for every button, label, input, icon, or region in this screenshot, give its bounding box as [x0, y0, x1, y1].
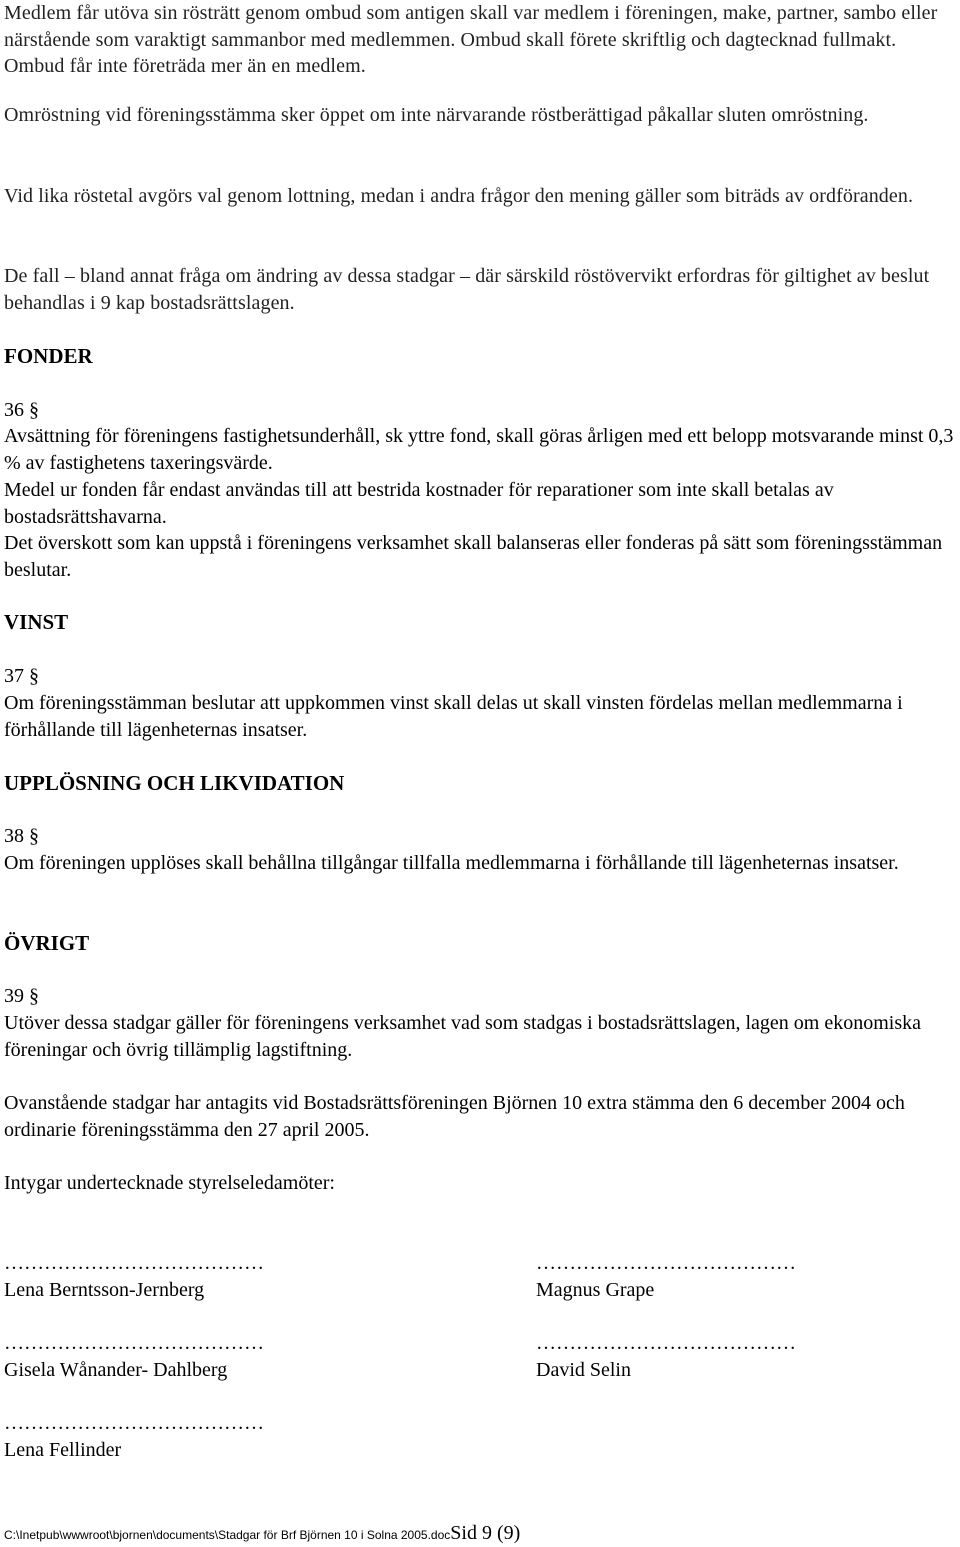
footer-file-path: C:\Inetpub\wwwroot\bjornen\documents\Stadgar för Brf Björnen 10 i Solna 2005.doc [4, 1528, 451, 1542]
paragraph-omrostning: Omröstning vid föreningsstämma sker öppet om inte närvarande röstberättigad påkallar sluten omröstning. [4, 104, 869, 126]
paragraph-ombud: Medlem får utöva sin rösträtt genom ombud som antigen skall var medlem i föreningen, make, partner, sambo eller närstående som varaktigt sammanbor med medlemmen. Ombud skall förete skriftlig och dagtecknad fullmakt. Ombud får inte företräda mer än en medlem. [4, 2, 938, 77]
paragraph-fonder-avsattning: Avsättning för föreningens fastighetsunderhåll, sk yttre fond, skall göras årligen med ett belopp motsvarande minst 0,3 % av fastighetens taxeringsvärde. [4, 425, 954, 474]
paragraph-ovrigt: Utöver dessa stadgar gäller för föreningens verksamhet vad som stadgas i bostadsrättslagen, lagen om ekonomiska föreningar och övrig tillämplig lagstiftning. [4, 1012, 921, 1061]
signer-name: Magnus Grape [536, 1279, 655, 1301]
paragraph-antagits: Ovanstående stadgar har antagits vid Bostadsrättsföreningen Björnen 10 extra stämma den 6 december 2004 och ordinarie föreningsstämma den 27 april 2005. [4, 1092, 905, 1141]
signer-name: Gisela Wånander- Dahlberg [4, 1359, 228, 1381]
section-38: 38 § [4, 825, 39, 847]
heading-vinst: VINST [4, 610, 69, 634]
signature-line: ………………………………… [536, 1252, 796, 1274]
paragraph-fall: De fall – bland annat fråga om ändring av dessa stadgar – där särskild röstövervikt erfordras för giltighet av beslut behandlas i 9 kap bostadsrättslagen. [4, 265, 930, 314]
section-37: 37 § [4, 665, 39, 687]
footer-page-number: Sid 9 (9) [450, 1522, 521, 1544]
paragraph-vinst: Om föreningsstämman beslutar att uppkommen vinst skall delas ut skall vinsten fördelas mellan medlemmarna i förhållande till lägenheternas insatser. [4, 692, 903, 741]
paragraph-intygar: Intygar undertecknade styrelseledamöter: [4, 1172, 335, 1194]
heading-ovrigt: ÖVRIGT [4, 931, 90, 955]
signer-name: Lena Berntsson-Jernberg [4, 1279, 205, 1301]
signer-name: Lena Fellinder [4, 1439, 122, 1461]
section-39: 39 § [4, 985, 39, 1007]
heading-fonder: FONDER [4, 344, 93, 368]
paragraph-lika-rostetal: Vid lika röstetal avgörs val genom lottning, medan i andra frågor den mening gäller som biträds av ordföranden. [4, 185, 914, 207]
signature-line: ………………………………… [4, 1252, 264, 1274]
signature-line: ………………………………… [4, 1412, 264, 1434]
paragraph-fonder-medel: Medel ur fonden får endast användas till att bestrida kostnader för reparationer som inte skall betalas av bostadsrättshavarna. [4, 479, 834, 528]
paragraph-fonder-overskott: Det överskott som kan uppstå i föreningens verksamhet skall balanseras eller fonderas på sätt som föreningsstämman beslutar. [4, 532, 943, 581]
paragraph-upplosning: Om föreningen upplöses skall behållna tillgångar tillfalla medlemmarna i förhållande till lägenheternas insatser. [4, 852, 899, 874]
page-footer [4, 1522, 520, 1545]
signature-line: ………………………………… [4, 1332, 264, 1354]
heading-upplosning: UPPLÖSNING OCH LIKVIDATION [4, 771, 345, 795]
section-36: 36 § [4, 399, 39, 421]
signature-line: ………………………………… [536, 1332, 796, 1354]
signer-name: David Selin [536, 1359, 631, 1381]
